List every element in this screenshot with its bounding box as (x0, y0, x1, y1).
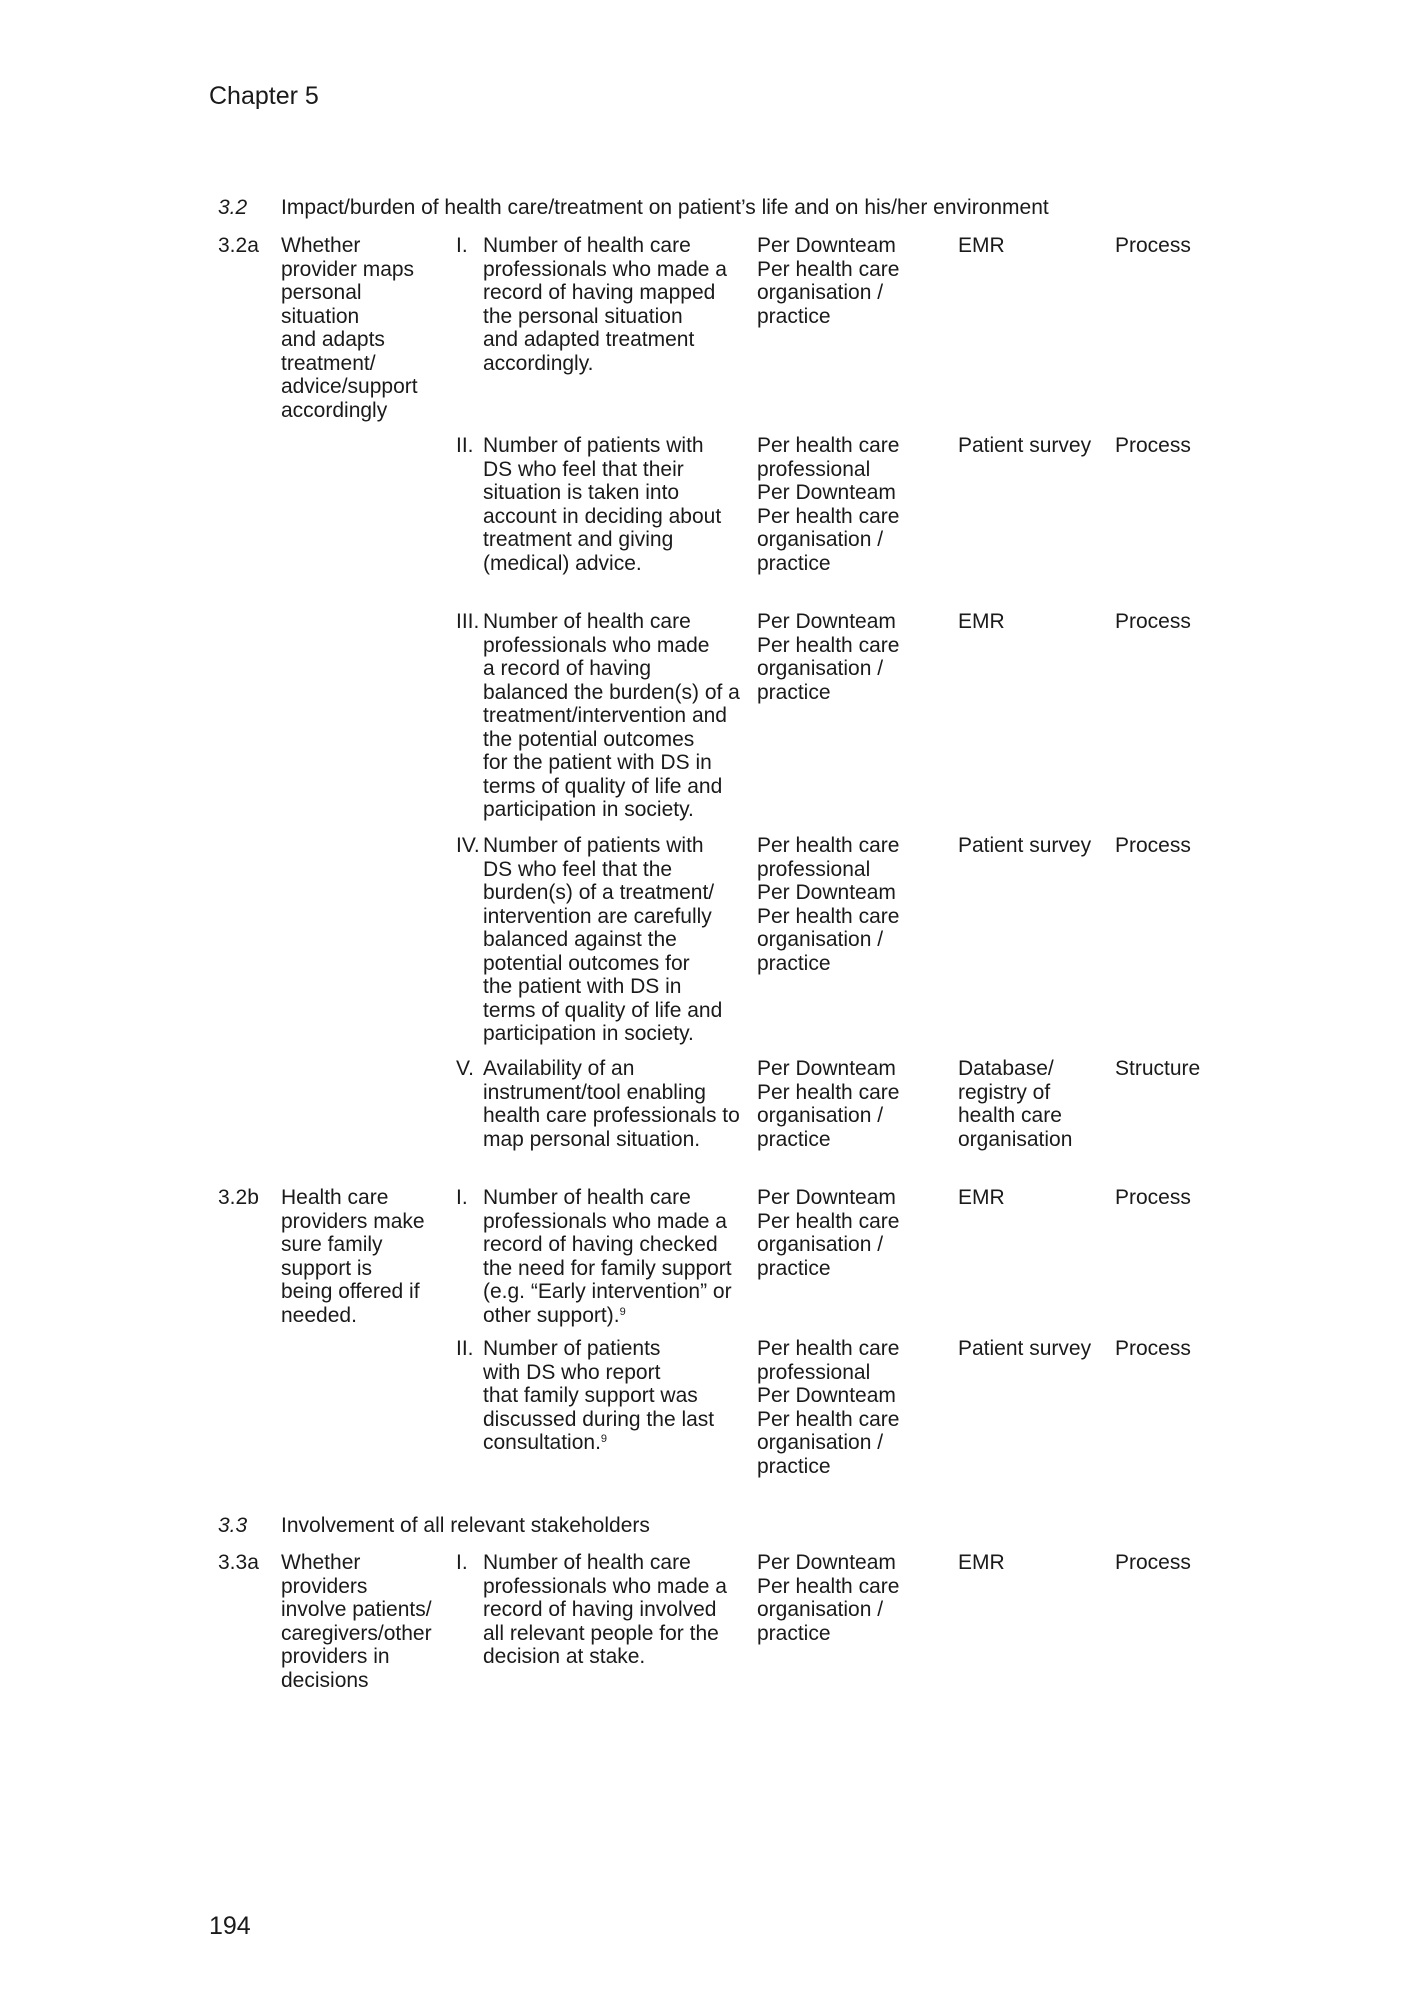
indicator-level: Per Downteam Per health care organisation / practice (757, 234, 900, 328)
indicator-type: Process (1115, 610, 1191, 633)
indicator-type: Process (1115, 1186, 1191, 1209)
chapter-heading: Chapter 5 (209, 82, 319, 110)
indicator-text-block (483, 1186, 753, 1327)
indicator-text: Number of patients with DS who feel that the burden(s) of a treatment/ intervention are carefully balanced against the potential outcomes for the patient with DS in terms of quality of life and participation in society. (483, 834, 723, 1045)
indicator-level: Per Downteam Per health care organisation / practice (757, 1186, 900, 1280)
indicator-source: EMR (958, 1186, 1005, 1209)
indicator-type: Process (1115, 1551, 1191, 1574)
indicator-type: Process (1115, 234, 1191, 257)
indicator-text-block (483, 1337, 753, 1455)
footnote-marker: 9 (619, 1305, 626, 1318)
indicator-text: Number of patients with DS who report that family support was discussed during the last consultation. (483, 1337, 715, 1454)
indicator-text: Number of health care professionals who made a record of having balanced the burden(s) of a treatment/intervention and the potential outcomes for the patient with DS in terms of quality of life and participation in society. (483, 610, 740, 821)
indicator-number: I. (456, 234, 468, 257)
indicator-text: Number of health care professionals who made a record of having involved all relevant people for the decision at stake. (483, 1551, 727, 1668)
indicator-source: Database/ registry of health care organisation (958, 1057, 1073, 1151)
indicator-number: II. (456, 434, 474, 457)
indicator-text: Availability of an instrument/tool enabling health care professionals to map personal situation. (483, 1057, 740, 1151)
indicator-level: Per health care professional Per Downteam Per health care organisation / practice (757, 434, 900, 575)
indicator-type: Structure (1115, 1057, 1201, 1080)
indicator-type: Process (1115, 1337, 1191, 1360)
item-code: 3.2a (218, 234, 259, 257)
indicator-level: Per health care professional Per Downteam Per health care organisation / practice (757, 834, 900, 975)
indicator-number: V. (456, 1057, 474, 1080)
indicator-level: Per Downteam Per health care organisation / practice (757, 610, 900, 704)
indicator-number: II. (456, 1337, 474, 1360)
item-description: Whether providers involve patients/ caregivers/other providers in decisions (281, 1551, 432, 1692)
indicator-number: I. (456, 1551, 468, 1574)
indicator-type: Process (1115, 434, 1191, 457)
indicator-source: EMR (958, 234, 1005, 257)
indicator-number: I. (456, 1186, 468, 1209)
indicator-level: Per health care professional Per Downteam Per health care organisation / practice (757, 1337, 900, 1478)
section-code: 3.2 (218, 196, 248, 219)
indicator-level: Per Downteam Per health care organisation / practice (757, 1057, 900, 1151)
indicator-level: Per Downteam Per health care organisation / practice (757, 1551, 900, 1645)
indicator-number: IV. (456, 834, 480, 857)
footnote-marker: 9 (600, 1433, 608, 1445)
indicator-source: EMR (958, 1551, 1005, 1574)
indicator-text: Number of health care professionals who made a record of having checked the need for family support (e.g. “Early intervention” or other support). (483, 1186, 732, 1327)
indicator-source: Patient survey (958, 834, 1092, 857)
indicator-text: Number of patients with DS who feel that their situation is taken into account in deciding about treatment and giving (medical) advice. (483, 434, 722, 575)
item-description: Whether provider maps personal situation and adapts treatment/ advice/support accordingly (281, 234, 418, 422)
section-title: Involvement of all relevant stakeholders (281, 1514, 650, 1537)
item-code: 3.3a (218, 1551, 259, 1574)
item-description: Health care providers make sure family support is being offered if needed. (281, 1186, 425, 1327)
section-title: Impact/burden of health care/treatment on patient’s life and on his/her environment (281, 196, 1049, 219)
page-number: 194 (209, 1912, 251, 1940)
item-code: 3.2b (218, 1186, 259, 1209)
indicator-source: EMR (958, 610, 1005, 633)
indicator-text: Number of health care professionals who made a record of having mapped the personal situation and adapted treatment accordingly. (483, 234, 727, 375)
indicator-type: Process (1115, 834, 1191, 857)
indicator-number: III. (456, 610, 480, 633)
indicator-source: Patient survey (958, 434, 1092, 457)
indicator-source: Patient survey (958, 1337, 1092, 1360)
section-code: 3.3 (218, 1514, 248, 1537)
